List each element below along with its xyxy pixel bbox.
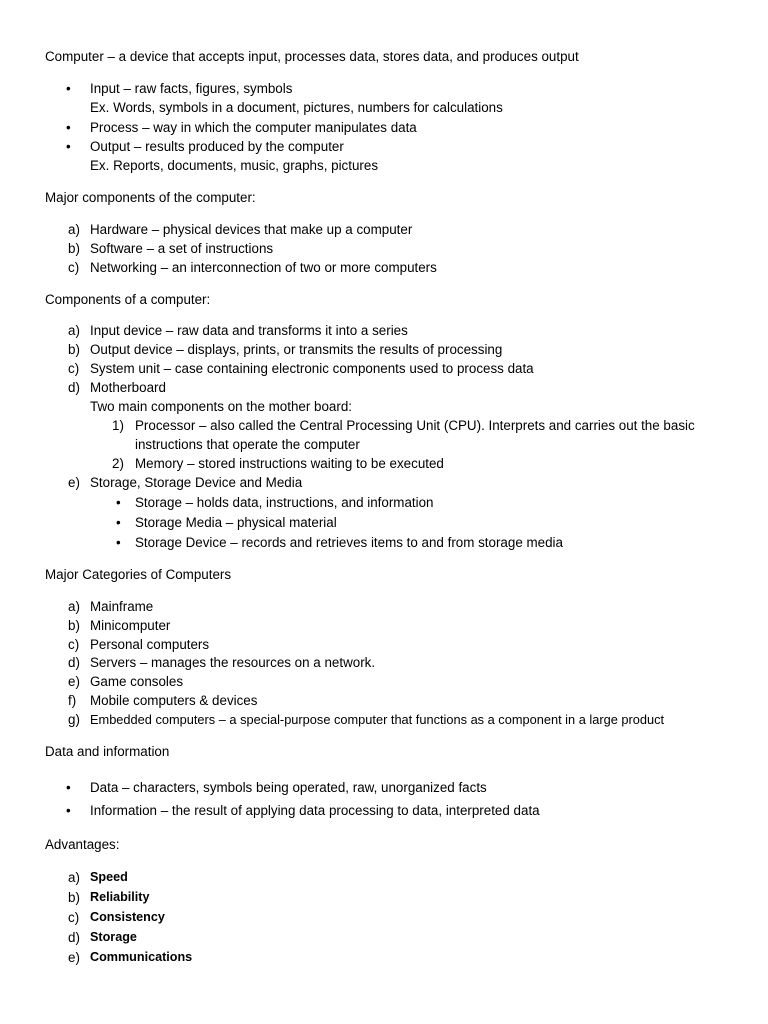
list-marker: e) xyxy=(68,674,80,689)
list-item: Data – characters, symbols being operated, raw, unorganized facts xyxy=(90,780,487,795)
list-item: Embedded computers – a special-purpose computer that functions as a component in a large product xyxy=(90,712,665,727)
bullet-mark: • xyxy=(66,780,71,795)
list-marker: 2) xyxy=(112,456,124,471)
list-marker: a) xyxy=(68,222,80,237)
list-item: Mobile computers & devices xyxy=(90,693,258,708)
list-item: Servers – manages the resources on a network. xyxy=(90,655,376,670)
section-heading-categories: Major Categories of Computers xyxy=(45,567,232,582)
list-item: Mainframe xyxy=(90,599,154,614)
list-item-bold: Consistency xyxy=(90,910,165,924)
list-marker: a) xyxy=(68,870,80,885)
list-marker: b) xyxy=(68,241,80,256)
section-heading-major-components: Major components of the computer: xyxy=(45,190,256,205)
list-item: Minicomputer xyxy=(90,618,171,633)
bullet-mark: • xyxy=(66,139,71,154)
list-item-memory: Memory – stored instructions waiting to be executed xyxy=(135,456,444,471)
list-marker: d) xyxy=(68,380,80,395)
list-marker: c) xyxy=(68,910,80,925)
list-item: Game consoles xyxy=(90,674,184,689)
list-item: Information – the result of applying data processing to data, interpreted data xyxy=(90,803,540,818)
list-item: Storage – holds data, instructions, and information xyxy=(135,495,434,510)
list-item-input: Input – raw facts, figures, symbols xyxy=(90,81,293,96)
computer-definition: Computer – a device that accepts input, processes data, stores data, and produces output xyxy=(45,49,579,64)
list-item-processor-cont: instructions that operate the computer xyxy=(135,437,360,452)
bullet-mark: • xyxy=(116,515,121,530)
bullet-mark: • xyxy=(116,495,121,510)
list-item-output: Output – results produced by the computer xyxy=(90,139,344,154)
section-heading-components: Components of a computer: xyxy=(45,292,211,307)
list-item: Input device – raw data and transforms it into a series xyxy=(90,323,408,338)
list-marker: b) xyxy=(68,618,80,633)
bullet-mark: • xyxy=(66,120,71,135)
list-marker: c) xyxy=(68,260,80,275)
list-item: System unit – case containing electronic components used to process data xyxy=(90,361,534,376)
list-item: Hardware – physical devices that make up a computer xyxy=(90,222,413,237)
list-item-bold: Speed xyxy=(90,870,128,884)
list-marker: 1) xyxy=(112,418,124,433)
list-item-bold: Communications xyxy=(90,950,193,964)
list-marker: b) xyxy=(68,890,80,905)
list-item-process: Process – way in which the computer manipulates data xyxy=(90,120,417,135)
list-item-bold: Storage xyxy=(90,930,137,944)
list-marker: f) xyxy=(68,693,77,708)
list-item: Networking – an interconnection of two or more computers xyxy=(90,260,437,275)
list-item: Personal computers xyxy=(90,637,210,652)
list-marker: e) xyxy=(68,475,80,490)
list-item: Storage Device – records and retrieves items to and from storage media xyxy=(135,535,563,550)
list-item: Storage Media – physical material xyxy=(135,515,337,530)
list-item-bold: Reliability xyxy=(90,890,150,904)
list-marker: c) xyxy=(68,361,80,376)
list-marker: a) xyxy=(68,599,80,614)
list-item-output-example: Ex. Reports, documents, music, graphs, pictures xyxy=(90,158,379,173)
list-marker: e) xyxy=(68,950,80,965)
list-item: Output device – displays, prints, or transmits the results of processing xyxy=(90,342,503,357)
list-marker: g) xyxy=(68,712,80,727)
section-heading-advantages: Advantages: xyxy=(45,837,120,852)
list-item-storage: Storage, Storage Device and Media xyxy=(90,475,303,490)
list-marker: c) xyxy=(68,637,80,652)
motherboard-note: Two main components on the mother board: xyxy=(90,399,353,414)
section-heading-data-info: Data and information xyxy=(45,744,170,759)
bullet-mark: • xyxy=(116,535,121,550)
bullet-mark: • xyxy=(66,81,71,96)
list-item: Motherboard xyxy=(90,380,166,395)
list-marker: a) xyxy=(68,323,80,338)
list-item-input-example: Ex. Words, symbols in a document, pictures, numbers for calculations xyxy=(90,100,503,115)
bullet-mark: • xyxy=(66,803,71,818)
list-marker: b) xyxy=(68,342,80,357)
list-marker: d) xyxy=(68,655,80,670)
list-marker: d) xyxy=(68,930,80,945)
list-item: Software – a set of instructions xyxy=(90,241,274,256)
list-item-processor: Processor – also called the Central Processing Unit (CPU). Interprets and carries out the basic xyxy=(135,418,695,433)
